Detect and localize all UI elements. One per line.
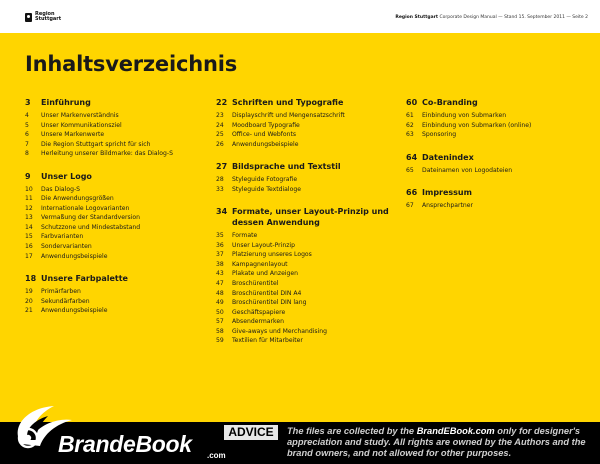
toc-entry <box>25 252 205 262</box>
region-stuttgart-logo <box>25 12 61 22</box>
toc-entry-page-number: 12 <box>25 204 33 212</box>
toc-section-page-number: 9 <box>25 171 31 181</box>
toc-entry-title: Anwendungsbeispiele <box>41 252 108 260</box>
toc-entry-page-number: 50 <box>216 308 224 316</box>
toc-entry-title: Plakate und Anzeigen <box>232 270 299 278</box>
toc-entry-page-number: 28 <box>216 176 224 184</box>
toc-entry-page-number: 59 <box>216 337 224 345</box>
toc-entry <box>216 241 396 251</box>
toc-entry <box>25 232 205 242</box>
toc-entry-page-number: 43 <box>216 270 224 278</box>
toc-entry-page-number: 23 <box>216 112 224 119</box>
toc-entry-title: Unser Layout-Prinzip <box>232 241 295 249</box>
toc-entry <box>25 297 205 307</box>
toc-section <box>406 97 586 140</box>
toc-entry-page-number: 61 <box>406 112 414 119</box>
toc-entry-title: Geschäftspapiere <box>232 308 286 316</box>
toc-section-title: Formate, unser Layout-Prinzip und dessen Anwendung <box>232 207 389 228</box>
toc-entry-title: Sekundärfarben <box>41 297 90 305</box>
toc-entry <box>25 111 205 121</box>
disclaimer-brand: BrandEBook.com <box>416 426 495 436</box>
toc-entry-title: Displayschrift und Mengensatzschrift <box>232 112 345 119</box>
toc-entry <box>25 149 205 159</box>
toc-column-2 <box>216 97 396 358</box>
toc-section-page-number: 22 <box>216 98 228 107</box>
toc-section-heading <box>25 97 205 108</box>
toc-entry <box>216 317 396 327</box>
toc-section <box>25 273 205 316</box>
toc-entry <box>25 204 205 214</box>
toc-entry-title: Give-aways und Merchandising <box>232 327 328 335</box>
toc-entry <box>216 185 396 195</box>
disclaimer-part-1: The files are collected by the <box>287 426 417 436</box>
toc-entry-title: Styleguide Textdialoge <box>232 185 301 193</box>
toc-entry <box>406 121 586 131</box>
toc-entry-title: Ansprechpartner <box>422 202 474 210</box>
toc-section <box>216 206 396 346</box>
toc-entry-page-number: 48 <box>216 289 224 297</box>
logo-line-1: Region <box>35 11 55 17</box>
toc-entry <box>25 130 205 140</box>
toc-entry-title: Kampagnenlayout <box>232 260 288 268</box>
toc-entry-title: Broschürentitel DIN lang <box>232 299 307 307</box>
toc-entry <box>216 231 396 241</box>
toc-entry-title: Unser Kommunikationsziel <box>41 121 122 129</box>
toc-entry <box>25 121 205 131</box>
running-head <box>395 15 588 20</box>
toc-entry-title: Internationale Logovarianten <box>41 204 130 212</box>
toc-section-title: Einführung <box>41 98 91 107</box>
toc-entry <box>216 308 396 318</box>
toc-section-title: Schriften und Typografie <box>232 98 344 107</box>
logo-wordmark <box>35 12 61 22</box>
toc-entry-title: Anwendungsbeispiele <box>41 307 108 315</box>
dialog-s-logo-icon <box>25 13 32 22</box>
toc-entry-page-number: 15 <box>25 233 33 241</box>
toc-entry-title: Moodboard Typografie <box>232 121 300 129</box>
toc-section-title: Impressum <box>422 188 472 198</box>
toc-section-heading <box>406 152 586 163</box>
toc-entry <box>216 289 396 299</box>
toc-entry-page-number: 24 <box>216 121 224 129</box>
toc-entry-page-number: 4 <box>25 112 29 119</box>
toc-entry-page-number: 65 <box>406 166 414 174</box>
toc-entry-title: Unsere Markenwerte <box>41 131 105 139</box>
toc-entry-title: Sponsoring <box>422 131 457 139</box>
toc-entry-page-number: 36 <box>216 241 224 249</box>
toc-entry-title: Vermaßung der Standardversion <box>41 214 140 222</box>
toc-entry-page-number: 8 <box>25 150 29 158</box>
toc-entry <box>216 279 396 289</box>
toc-entry <box>406 111 586 121</box>
toc-entry-page-number: 26 <box>216 140 224 148</box>
toc-section-page-number: 18 <box>25 274 37 284</box>
toc-entry-title: Farbvarianten <box>41 233 84 241</box>
toc-entry <box>25 194 205 204</box>
toc-entry <box>25 242 205 252</box>
toc-section-heading <box>406 187 586 198</box>
toc-entry-title: Anwendungsbeispiele <box>232 140 299 148</box>
toc-entry-page-number: 6 <box>25 131 29 139</box>
toc-section <box>406 152 586 176</box>
toc-section-page-number: 34 <box>216 207 228 217</box>
toc-section-heading <box>216 97 396 108</box>
toc-column-3 <box>406 97 586 223</box>
toc-entry <box>25 306 205 316</box>
toc-section-page-number: 3 <box>25 98 31 107</box>
toc-entry-page-number: 10 <box>25 185 33 193</box>
toc-entry-title: Styleguide Fotografie <box>232 176 298 184</box>
toc-section <box>406 187 586 211</box>
toc-section <box>25 97 205 159</box>
toc-entry <box>406 166 586 176</box>
advice-badge: ADVICE <box>224 425 278 440</box>
toc-entry-title: Die Anwendungsgrößen <box>41 195 114 203</box>
toc-entry-page-number: 49 <box>216 299 224 307</box>
toc-entry-page-number: 67 <box>406 202 414 210</box>
toc-entry <box>406 130 586 140</box>
toc-section-title: Bildsprache und Textstil <box>232 162 341 172</box>
toc-entry <box>216 111 396 121</box>
toc-entry-page-number: 14 <box>25 223 33 231</box>
toc-entry <box>216 269 396 279</box>
toc-entry-title: Platzierung unseres Logos <box>232 251 312 259</box>
toc-entry-title: Herleitung unserer Bildmarke: das Dialog-S <box>41 150 173 158</box>
toc-section-heading <box>216 206 396 228</box>
toc-entry-title: Broschürentitel <box>232 280 279 288</box>
watermark-disclaimer <box>287 426 597 459</box>
toc-entry-title: Dateinamen von Logodateien <box>422 166 513 174</box>
toc-entry <box>216 260 396 270</box>
toc-entry-title: Einbindung von Submarken <box>422 112 507 119</box>
toc-section-page-number: 27 <box>216 162 228 172</box>
toc-entry-title: Unser Markenverständnis <box>41 112 119 119</box>
toc-entry-page-number: 33 <box>216 185 224 193</box>
toc-column-1 <box>25 97 205 328</box>
toc-entry-page-number: 21 <box>25 307 33 315</box>
toc-entry-page-number: 47 <box>216 280 224 288</box>
toc-entry-title: Die Region Stuttgart spricht für sich <box>41 140 151 148</box>
toc-section-heading <box>25 273 205 284</box>
toc-entry-page-number: 37 <box>216 251 224 259</box>
toc-entry <box>216 140 396 150</box>
toc-entry-page-number: 25 <box>216 131 224 139</box>
toc-entry-page-number: 63 <box>406 131 414 139</box>
toc-entry-title: Office- und Webfonts <box>232 131 297 139</box>
toc-entry-page-number: 17 <box>25 252 33 260</box>
toc-entry-title: Sondervarianten <box>41 243 92 251</box>
toc-entry <box>216 336 396 346</box>
disclaimer-part-2: only for designer's appreciation and study. All rights are owned by the Authors and the brand owners, and not allowed for other purposes. <box>287 426 586 458</box>
toc-entry <box>25 213 205 223</box>
toc-entry <box>216 298 396 308</box>
page-title: Inhaltsverzeichnis <box>25 52 238 76</box>
running-head-meta: Corporate Design Manual — Stand 15. September 2011 — Seite 2 <box>439 15 588 20</box>
brandebook-dotcom: .com <box>207 451 226 460</box>
toc-section <box>216 97 396 149</box>
toc-entry <box>216 130 396 140</box>
toc-entry <box>25 287 205 297</box>
toc-entry-title: Absendermarken <box>232 318 284 326</box>
toc-entry <box>216 175 396 185</box>
toc-section-heading <box>406 97 586 108</box>
toc-entry-page-number: 20 <box>25 297 33 305</box>
toc-entry <box>216 250 396 260</box>
toc-section-title: Datenindex <box>422 152 474 162</box>
toc-section <box>216 161 396 194</box>
toc-section-page-number: 64 <box>406 152 418 162</box>
toc-entry-title: Einbindung von Submarken (online) <box>422 121 532 129</box>
toc-entry-page-number: 16 <box>25 243 33 251</box>
toc-section-title: Co-Branding <box>422 98 478 107</box>
toc-entry <box>25 223 205 233</box>
toc-entry <box>25 185 205 195</box>
toc-entry <box>406 201 586 211</box>
toc-section-page-number: 66 <box>406 188 418 198</box>
toc-entry-page-number: 19 <box>25 288 33 296</box>
toc-entry-title: Broschürentitel DIN A4 <box>232 289 302 297</box>
toc-entry-title: Textilien für Mitarbeiter <box>232 337 303 345</box>
brandebook-wordmark: BrandeBook <box>58 431 192 457</box>
toc-section-heading <box>25 171 205 182</box>
toc-entry-page-number: 35 <box>216 232 224 240</box>
page-header <box>0 0 600 33</box>
toc-entry-title: Schutzzone und Mindestabstand <box>41 223 141 231</box>
toc-entry <box>25 140 205 150</box>
toc-entry-title: Formate <box>232 232 258 240</box>
toc-section-page-number: 60 <box>406 98 418 107</box>
toc-section-title: Unser Logo <box>41 171 92 181</box>
toc-entry-page-number: 62 <box>406 121 414 129</box>
toc-entry <box>216 327 396 337</box>
toc-section <box>25 171 205 261</box>
toc-entry-page-number: 38 <box>216 260 224 268</box>
toc-entry-page-number: 7 <box>25 140 29 148</box>
toc-entry-title: Das Dialog-S <box>41 185 81 193</box>
toc-entry-page-number: 13 <box>25 214 33 222</box>
toc-section-title: Unsere Farbpalette <box>41 274 128 284</box>
toc-entry-title: Primärfarben <box>41 288 81 296</box>
toc-entry-page-number: 11 <box>25 195 33 203</box>
toc-entry <box>216 121 396 131</box>
toc-entry-page-number: 58 <box>216 327 224 335</box>
toc-entry-page-number: 57 <box>216 318 224 326</box>
running-head-brand: Region Stuttgart <box>395 15 439 20</box>
toc-section-heading <box>216 161 396 172</box>
logo-line-2: Stuttgart <box>35 16 62 22</box>
toc-entry-page-number: 5 <box>25 121 29 129</box>
